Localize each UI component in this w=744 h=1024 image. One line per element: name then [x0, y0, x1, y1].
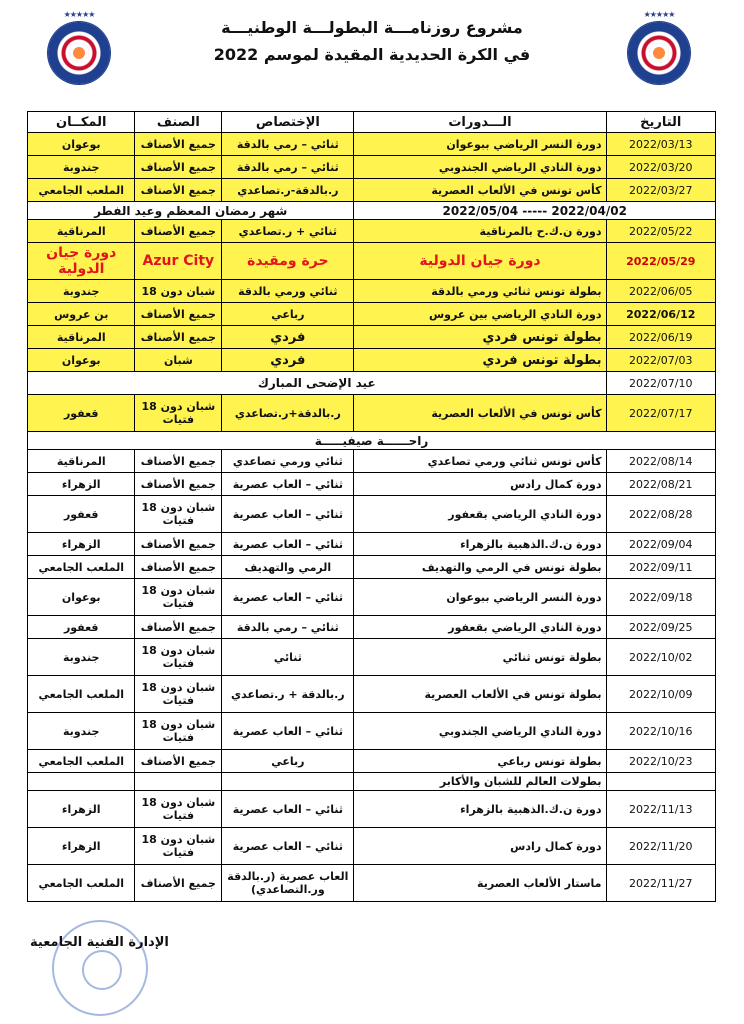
date-cell: 2022/07/10: [606, 372, 716, 395]
date-cell: 2022/03/13: [606, 133, 716, 156]
table-row: [28, 450, 716, 473]
date-cell: 2022/08/28: [606, 496, 716, 533]
event-cell: بطولة تونس في الألعاب العصرية: [354, 676, 606, 713]
table-row: [28, 133, 716, 156]
place-cell: قعفور: [28, 616, 135, 639]
summer-break-banner: راحــــــة صيفيـــــة: [28, 432, 716, 450]
col-header-event: الـــدورات: [354, 112, 606, 133]
spec-cell: ر.بالدقة-ر.تصاعدي: [222, 179, 354, 202]
event-cell: بطولة تونس ثنائي: [354, 639, 606, 676]
date-cell: 2022/06/19: [606, 326, 716, 349]
table-row: [28, 639, 716, 676]
date-cell: 2022/09/11: [606, 556, 716, 579]
category-cell: جميع الأصناف: [135, 865, 222, 902]
event-cell: دورة النادي الرياضي بقعفور: [354, 496, 606, 533]
date-cell: 2022/05/22: [606, 220, 716, 243]
event-cell: كأس تونس ثنائي ورمي تصاعدي: [354, 450, 606, 473]
category-cell: شبان دون 18 فتيات: [135, 828, 222, 865]
event-cell: بطولة تونس فردي: [354, 349, 606, 372]
banner-dates-text: 2022/05/04 ----- 2022/04/02: [442, 203, 627, 218]
category-cell: شبان دون 18 فتيات: [135, 713, 222, 750]
event-cell: بطولة تونس ثنائي ورمي بالدقة: [354, 280, 606, 303]
event-cell: بطولة تونس في الرمي والتهديف: [354, 556, 606, 579]
place-cell: الزهراء: [28, 473, 135, 496]
category-cell: شبان دون 18 فتيات: [135, 395, 222, 432]
col-header-date: التاريخ: [606, 112, 716, 133]
event-cell: كأس تونس في الألعاب العصرية: [354, 179, 606, 202]
date-cell: 2022/11/13: [606, 791, 716, 828]
date-cell: 2022/09/04: [606, 533, 716, 556]
spec-cell: ثنائي: [222, 639, 354, 676]
document-subtitle: في الكرة الحديدية المقيدة لموسم 2022: [213, 45, 531, 64]
event-cell: كأس تونس في الألعاب العصرية: [354, 395, 606, 432]
event-text: دورة جيان الدولية: [419, 253, 541, 269]
place-cell: جندوبة: [28, 639, 135, 676]
federation-logo-left: ★★★★★: [48, 22, 110, 84]
banner-label: شهر رمضان المعظم وعيد الفطر: [28, 202, 354, 220]
place-cell: [28, 243, 135, 280]
date-cell: 2022/10/09: [606, 676, 716, 713]
spec-cell: ثنائي – رمي بالدقة: [222, 133, 354, 156]
empty-category-cell: [135, 773, 222, 791]
table-row: [28, 496, 716, 533]
table-row: [28, 713, 716, 750]
event-cell: دورة كمال رادس: [354, 473, 606, 496]
table-row: [28, 676, 716, 713]
event-cell: دورة النادي الرياضي الجندوبي: [354, 156, 606, 179]
category-cell: جميع الأصناف: [135, 533, 222, 556]
category-cell: جميع الأصناف: [135, 220, 222, 243]
date-cell: 2022/10/16: [606, 713, 716, 750]
table-row: [28, 220, 716, 243]
date-cell: 2022/10/02: [606, 639, 716, 676]
header-row: [28, 112, 716, 133]
event-cell: دورة ن.ك.الذهبية بالزهراء: [354, 791, 606, 828]
spec-cell: العاب عصرية (ر.بالدقة ور.التصاعدي): [222, 865, 354, 902]
spec-cell: ثنائي – العاب عصرية: [222, 496, 354, 533]
col-header-place: المكــان: [28, 112, 135, 133]
table-row: [28, 533, 716, 556]
date-cell: 2022/06/12: [606, 303, 716, 326]
place-cell: الزهراء: [28, 533, 135, 556]
place-cell: قعفور: [28, 395, 135, 432]
category-cell: شبان دون 18 فتيات: [135, 496, 222, 533]
event-cell: دورة ن.ك.ح بالمرناقية: [354, 220, 606, 243]
spec-cell: ثنائي – العاب عصرية: [222, 473, 354, 496]
table-row: [28, 179, 716, 202]
event-cell: دورة النادي الرياضي الجندوبي: [354, 713, 606, 750]
place-cell: جندوبة: [28, 713, 135, 750]
spec-cell: ثنائي – العاب عصرية: [222, 533, 354, 556]
place-cell: الزهراء: [28, 791, 135, 828]
category-cell: جميع الأصناف: [135, 156, 222, 179]
place-cell: بن عروس: [28, 303, 135, 326]
place-cell: بوعوان: [28, 579, 135, 616]
date-cell: 2022/11/20: [606, 828, 716, 865]
date-cell: 2022/07/03: [606, 349, 716, 372]
event-cell: [354, 243, 606, 280]
spec-cell: [222, 243, 354, 280]
schedule-table: [27, 111, 716, 902]
spec-cell: ر.بالدقة + ر.تصاعدي: [222, 676, 354, 713]
table-row: [28, 791, 716, 828]
date-cell: 2022/08/21: [606, 473, 716, 496]
ramadan-banner-row: [28, 202, 716, 220]
event-cell: دورة النسر الرياضي ببوعوان: [354, 133, 606, 156]
summer-break-row: [28, 432, 716, 450]
place-text: دورة جيان الدولية: [46, 245, 117, 277]
category-cell: جميع الأصناف: [135, 179, 222, 202]
date-cell: 2022/07/17: [606, 395, 716, 432]
spec-cell: ثنائي – العاب عصرية: [222, 791, 354, 828]
category-cell: جميع الأصناف: [135, 473, 222, 496]
category-cell: شبان دون 18 فتيات: [135, 639, 222, 676]
table-row: [28, 556, 716, 579]
eid-banner: عيد الإضحى المبارك: [28, 372, 607, 395]
empty-place-cell: [28, 773, 135, 791]
date-cell: 2022/03/20: [606, 156, 716, 179]
event-cell: دورة كمال رادس: [354, 828, 606, 865]
place-cell: الملعب الجامعي: [28, 750, 135, 773]
place-cell: الملعب الجامعي: [28, 556, 135, 579]
spec-cell: ثنائي ورمي تصاعدي: [222, 450, 354, 473]
table-row: [28, 616, 716, 639]
spec-cell: ثنائي + ر.تصاعدي: [222, 220, 354, 243]
category-cell: جميع الأصناف: [135, 450, 222, 473]
spec-cell: ثنائي – العاب عصرية: [222, 579, 354, 616]
category-cell: شبان دون 18 فتيات: [135, 791, 222, 828]
place-cell: جندوبة: [28, 156, 135, 179]
place-cell: الملعب الجامعي: [28, 865, 135, 902]
category-cell: شبان: [135, 349, 222, 372]
table-row: [28, 750, 716, 773]
category-cell: [135, 243, 222, 280]
date-cell: 2022/09/25: [606, 616, 716, 639]
empty-spec-cell: [222, 773, 354, 791]
place-cell: بوعوان: [28, 349, 135, 372]
signature-label: الإدارة الفنية الجامعية: [30, 935, 169, 950]
spec-cell: ثنائي ورمي بالدقة: [222, 280, 354, 303]
event-cell: دورة ن.ك.الذهبية بالزهراء: [354, 533, 606, 556]
date-cell: 2022/03/27: [606, 179, 716, 202]
world-championships-label: بطولات العالم للشبان والأكابر: [354, 773, 606, 791]
spec-cell: ثنائي – رمي بالدقة: [222, 156, 354, 179]
spec-cell: فردي: [222, 326, 354, 349]
table-row: [28, 828, 716, 865]
category-cell: شبان دون 18 فتيات: [135, 579, 222, 616]
category-cell: جميع الأصناف: [135, 133, 222, 156]
place-cell: المرناقية: [28, 450, 135, 473]
spec-text: حرة ومقيدة: [247, 253, 329, 269]
table-row: [28, 865, 716, 902]
event-cell: دورة النادي الرياضي بقعفور: [354, 616, 606, 639]
category-text: Azur City: [142, 253, 215, 269]
table-row: [28, 326, 716, 349]
table-row: [28, 579, 716, 616]
category-cell: شبان دون 18: [135, 280, 222, 303]
place-cell: جندوبة: [28, 280, 135, 303]
eid-row: [28, 372, 716, 395]
spec-cell: رباعي: [222, 750, 354, 773]
table-row: [28, 473, 716, 496]
spec-cell: ر.بالدقة+ر.تصاعدي: [222, 395, 354, 432]
category-cell: جميع الأصناف: [135, 326, 222, 349]
place-cell: الملعب الجامعي: [28, 676, 135, 713]
spec-cell: رباعي: [222, 303, 354, 326]
place-cell: المرناقية: [28, 220, 135, 243]
date-cell: 2022/09/18: [606, 579, 716, 616]
place-cell: الزهراء: [28, 828, 135, 865]
col-header-spec: الإختصاص: [222, 112, 354, 133]
category-cell: جميع الأصناف: [135, 750, 222, 773]
spec-cell: فردي: [222, 349, 354, 372]
spec-cell: الرمي والتهديف: [222, 556, 354, 579]
event-cell: بطولة تونس رباعي: [354, 750, 606, 773]
table-row: [28, 303, 716, 326]
table-row: [28, 156, 716, 179]
event-cell: بطولة تونس فردي: [354, 326, 606, 349]
document-title: مشروع روزنامـــة البطولـــة الوطنيـــة: [221, 18, 523, 37]
date-cell: 2022/08/14: [606, 450, 716, 473]
date-cell: 2022/10/23: [606, 750, 716, 773]
world-championships-row: [28, 773, 716, 791]
event-cell: دورة النسر الرياضي ببوعوان: [354, 579, 606, 616]
table-row-highlight: [28, 243, 716, 280]
federation-logo-right: ★★★★★: [628, 22, 690, 84]
date-cell: 2022/05/29: [606, 243, 716, 280]
date-cell: 2022/11/27: [606, 865, 716, 902]
category-cell: شبان دون 18 فتيات: [135, 676, 222, 713]
spec-cell: ثنائي – العاب عصرية: [222, 828, 354, 865]
place-cell: بوعوان: [28, 133, 135, 156]
category-cell: جميع الأصناف: [135, 556, 222, 579]
event-cell: ماستار الألعاب العصرية: [354, 865, 606, 902]
col-header-category: الصنف: [135, 112, 222, 133]
category-cell: جميع الأصناف: [135, 303, 222, 326]
spec-cell: ثنائي – العاب عصرية: [222, 713, 354, 750]
empty-date-cell: [606, 773, 716, 791]
table-row: [28, 280, 716, 303]
place-cell: قعفور: [28, 496, 135, 533]
place-cell: المرناقية: [28, 326, 135, 349]
event-cell: دورة النادي الرياضي بين عروس: [354, 303, 606, 326]
date-cell: 2022/06/05: [606, 280, 716, 303]
table-row: [28, 395, 716, 432]
category-cell: جميع الأصناف: [135, 616, 222, 639]
place-cell: الملعب الجامعي: [28, 179, 135, 202]
banner-dates: [354, 202, 716, 220]
spec-cell: ثنائي – رمي بالدقة: [222, 616, 354, 639]
table-row: [28, 349, 716, 372]
